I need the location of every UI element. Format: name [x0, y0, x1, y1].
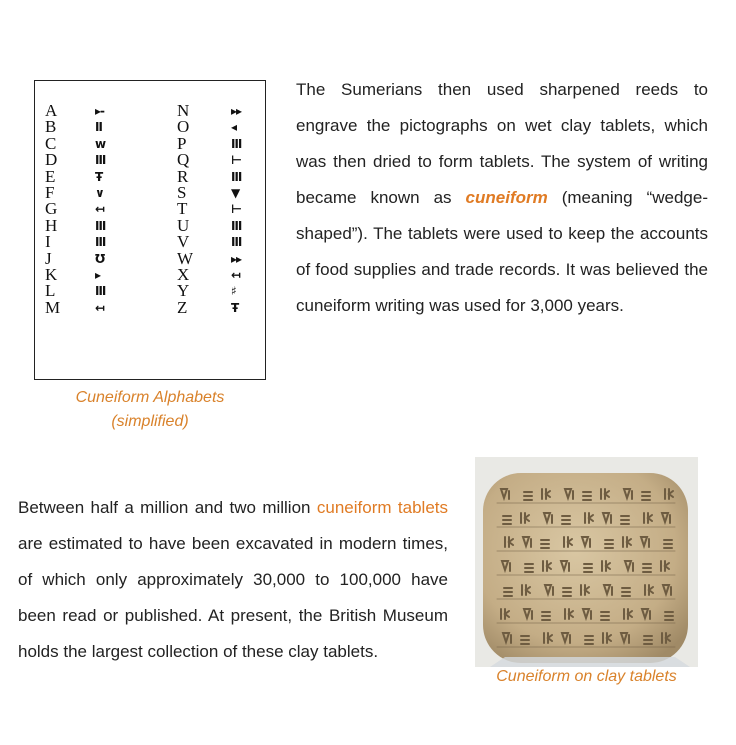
alphabet-letter: P — [177, 133, 187, 153]
alphabet-letter: Q — [177, 150, 190, 170]
alphabet-letter: Z — [177, 297, 188, 317]
alphabet-letter: B — [45, 117, 57, 137]
cuneiform-glyph: Ⅱ — [95, 120, 102, 135]
cuneiform-glyph: ▸▸ — [231, 251, 242, 266]
alphabet-letter: N — [177, 101, 190, 120]
cuneiform-tablets-highlight: cuneiform tablets — [316, 498, 449, 517]
cuneiform-alphabet-chart — [34, 80, 266, 380]
paragraph2-text-start: Between half a million and two million — [18, 498, 317, 517]
alphabet-letter: J — [45, 248, 52, 268]
alphabet-letter: D — [45, 150, 58, 170]
paragraph2-text-end: are estimated to have been excavated in modern times, of which only approximately 30,000 to 100,000 have been read or published. At present, the British Museum holds the largest collection of these clay tablets. — [18, 534, 448, 661]
alphabet-letter: H — [45, 215, 58, 235]
cuneiform-glyph: Ʊ — [95, 251, 105, 266]
alphabet-letter: L — [45, 281, 56, 301]
tablet-caption: Cuneiform on clay tablets — [496, 668, 677, 685]
alphabet-caption-line2: (simplified) — [111, 413, 189, 430]
cuneiform-glyph: ↤ — [231, 267, 241, 282]
alphabet-letter: S — [177, 182, 187, 202]
cuneiform-glyph: ↤ — [95, 300, 105, 315]
alphabet-letters-column-2 — [177, 103, 193, 316]
cuneiform-glyph: Ⅲ — [95, 235, 106, 250]
paragraph-cuneiform-origin — [296, 72, 708, 324]
cuneiform-glyph: ▼ — [231, 185, 240, 200]
cuneiform-glyph: ∨ — [95, 185, 104, 200]
alphabet-letter: V — [177, 232, 190, 252]
clay-tablet-illustration — [475, 457, 698, 667]
cuneiform-glyph: Ⅲ — [95, 218, 106, 233]
cuneiform-glyph: Ŧ — [231, 300, 239, 315]
alphabet-letter: O — [177, 117, 190, 137]
cuneiform-glyph: ⊢ — [231, 153, 241, 168]
cuneiform-glyph: Ⅲ — [231, 218, 242, 233]
cuneiform-glyph: Ⅲ — [95, 153, 106, 168]
cuneiform-glyph: ▸‐ — [95, 104, 105, 118]
alphabet-letter: E — [45, 166, 56, 186]
cuneiform-glyph: ◂ — [231, 120, 237, 135]
alphabet-letter: I — [45, 232, 51, 252]
paragraph1-text-end: (meaning “wedge-shaped”). The tablets were used to keep the accounts of food supplies and trade records. It was believed the cuneiform writing was used for 3,000 years. — [296, 188, 708, 315]
alphabet-letter: F — [45, 182, 55, 202]
cuneiform-glyph: Ⅲ — [95, 284, 106, 299]
cuneiform-glyph: ⊢ — [231, 202, 241, 217]
cuneiform-glyph: Ŧ — [95, 169, 103, 184]
alphabet-letters-column-1 — [45, 103, 60, 316]
cuneiform-highlight: cuneiform — [465, 188, 548, 207]
cuneiform-glyph: Ⅲ — [231, 136, 242, 151]
alphabet-letter: U — [177, 215, 190, 235]
alphabet-letter: C — [45, 133, 57, 153]
cuneiform-glyph: ▸▸ — [231, 104, 242, 118]
alphabet-glyphs-column-2 — [231, 103, 241, 316]
alphabet-caption-line1: Cuneiform Alphabets — [75, 389, 225, 406]
alphabet-letter: X — [177, 264, 190, 284]
alphabet-caption — [40, 386, 260, 434]
paragraph-excavated-tablets — [18, 490, 448, 670]
cuneiform-glyph: ▸ — [95, 267, 101, 282]
cuneiform-glyph: Ⅲ — [231, 235, 242, 250]
clay-tablet-photo — [475, 457, 698, 667]
alphabet-letter: A — [45, 101, 58, 120]
alphabet-letter: G — [45, 199, 58, 219]
cuneiform-glyph: Ⅲ — [231, 169, 242, 184]
alphabet-letter: R — [177, 166, 189, 186]
cuneiform-glyph: ♯ — [231, 284, 236, 299]
paragraph1-text-start: The Sumerians then used sharpened reeds to engrave the pictographs on wet clay tablets, which was then dried to form tablets. The system of writing became known as — [296, 80, 708, 207]
alphabet-letter: W — [177, 248, 194, 268]
alphabet-glyphs-column-1 — [95, 103, 105, 316]
cuneiform-glyph: ↤ — [95, 202, 105, 217]
cuneiform-glyph: ᴡ — [95, 136, 106, 151]
alphabet-letter: M — [45, 297, 61, 317]
alphabet-letter: T — [177, 199, 188, 219]
alphabet-letter: Y — [177, 281, 190, 301]
alphabet-letter: K — [45, 264, 58, 284]
